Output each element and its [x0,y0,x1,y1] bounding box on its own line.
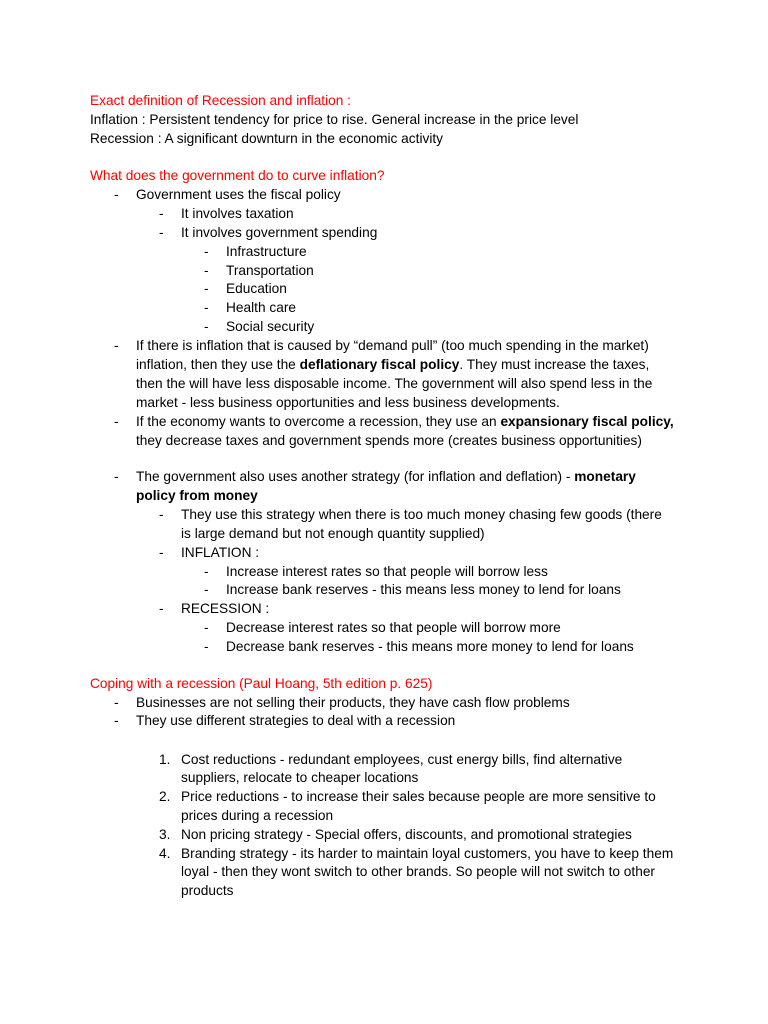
paragraph-text: is large demand but not enough quantity supplied) [181,526,485,541]
bullet-dash: - [204,639,209,654]
paragraph-text [136,355,649,374]
paragraph-text: They use this strategy when there is too much money chasing few goods (there [181,507,662,522]
bullet-dash: - [159,507,164,522]
bold-term: expansionary fiscal policy, [500,414,674,429]
list-item-text: Price reductions - to increase their sales because people are more sensitive to [181,789,656,804]
list-item-text: Non pricing strategy - Special offers, discounts, and promotional strategies [181,827,632,842]
bullet-dash: - [114,469,119,484]
paragraph-text: market - less business opportunities and less business developments. [136,395,560,410]
list-item-text: Education [226,281,287,296]
text-run: The government also uses another strategy (for inflation and deflation) - [136,469,575,484]
list-number: 4. [159,846,171,861]
definition-text: Inflation : Persistent tendency for price to rise. General increase in the price level [90,112,579,127]
list-item-text: It involves taxation [181,206,294,221]
list-item-text: Decrease bank reserves - this means more money to lend for loans [226,639,634,654]
list-item-text: suppliers, relocate to cheaper locations [181,770,419,785]
heading-text: Coping with a recession (Paul Hoang, 5th edition p. 625) [90,676,433,691]
paragraph-text: If there is inflation that is caused by “demand pull” (too much spending in the market) [136,338,649,353]
bullet-dash: - [204,263,209,278]
bullet-dash: - [204,319,209,334]
list-item-text: They use different strategies to deal with a recession [136,713,456,728]
bullet-dash: - [114,713,119,728]
bullet-dash: - [114,414,119,429]
bullet-dash: - [204,564,209,579]
bullet-dash: - [114,695,119,710]
definition-text: Recession : A significant downturn in the economic activity [90,131,444,146]
bullet-dash: - [114,187,119,202]
bullet-dash: - [204,244,209,259]
list-item-text: INFLATION : [181,545,260,560]
list-item-text: loyal - then they wont switch to other brands. So people will not switch to other [181,864,655,879]
list-item-text: Health care [226,300,296,315]
list-item-text: Government uses the fiscal policy [136,187,341,202]
list-number: 2. [159,789,171,804]
list-item-text: prices during a recession [181,808,334,823]
list-number: 1. [159,752,171,767]
bullet-dash: - [204,620,209,635]
list-item-text: Increase bank reserves - this means less money to lend for loans [226,582,621,597]
list-item-text: Infrastructure [226,244,307,259]
bullet-dash: - [159,206,164,221]
text-run: . They must increase the taxes, [459,357,650,372]
bullet-dash: - [204,300,209,315]
list-item-text: Businesses are not selling their products, they have cash flow problems [136,695,570,710]
bold-term: monetary [574,469,636,484]
list-item-text: Cost reductions - redundant employees, cust energy bills, find alternative [181,752,623,767]
bold-term: deflationary fiscal policy [299,357,460,372]
list-item-text: Branding strategy - its harder to maintain loyal customers, you have to keep them [181,846,674,861]
paragraph-text [136,412,674,431]
list-item-text: Decrease interest rates so that people will borrow more [226,620,561,635]
paragraph-text [136,486,258,505]
bullet-dash: - [204,582,209,597]
heading-text: What does the government do to curve inflation? [90,168,385,183]
paragraph-text [136,467,636,486]
list-item-text: products [181,883,234,898]
paragraph-text: they decrease taxes and government spends more (creates business opportunities) [136,433,642,448]
text-run: If the economy wants to overcome a recession, they use an [136,414,501,429]
bold-term: policy from money [136,488,258,503]
bullet-dash: - [159,545,164,560]
bullet-dash: - [114,338,119,353]
list-number: 3. [159,827,171,842]
paragraph-text: then the will have less disposable income. The government will also spend less in the [136,376,653,391]
bullet-dash: - [159,601,164,616]
list-item-text: RECESSION : [181,601,270,616]
text-run: inflation, then they use the [136,357,300,372]
list-item-text: Social security [226,319,315,334]
list-item-text: Increase interest rates so that people will borrow less [226,564,548,579]
bullet-dash: - [204,281,209,296]
list-item-text: Transportation [226,263,314,278]
list-item-text: It involves government spending [181,225,378,240]
heading-text: Exact definition of Recession and inflation : [90,93,351,108]
bullet-dash: - [159,225,164,240]
